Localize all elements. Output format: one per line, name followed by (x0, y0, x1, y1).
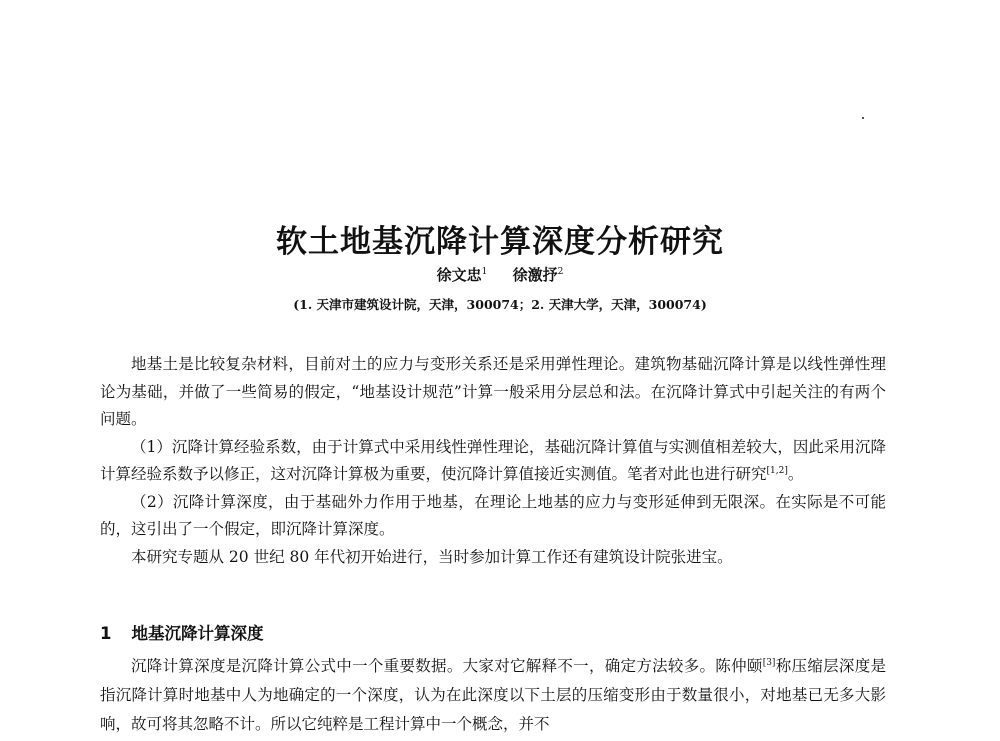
paragraph: 地基土是比较复杂材料，目前对土的应力与变形关系还是采用弹性理论。建筑物基础沉降计算是以线性弹性理论为基础，并做了一些简易的假定，“地基设计规范”计算一般采用分层总和法。在沉降计算式中引起关注的有两个问题。 (100, 355, 886, 428)
section-title: 地基沉降计算深度 (131, 624, 264, 643)
paragraph-text: 沉降计算深度是沉降计算公式中一个重要数据。大家对它解释不一，确定方法较多。陈仲颐 (131, 657, 763, 675)
paragraph-text: （1）沉降计算经验系数，由于计算式中采用线性弹性理论，基础沉降计算值与实测值相差较大，因此采用沉降计算经验系数予以修正，这对沉降计算极为重要，使沉降计算值接近实测值。笔者对此也进行研究 (100, 437, 886, 483)
affiliation: (1. 天津市建筑设计院，天津，300074；2. 天津大学，天津，300074) (293, 297, 707, 312)
paragraph (100, 434, 886, 489)
author-affiliation-mark: 1 (481, 267, 488, 277)
section-body (100, 652, 886, 739)
author (513, 266, 564, 284)
author (437, 266, 488, 284)
author-name: 徐文忠 (436, 266, 482, 284)
paragraph: 本研究专题从 20 世纪 80 年代初开始进行，当时参加计算工作还有建筑设计院张进宝。 (131, 547, 733, 566)
section-heading (100, 620, 263, 644)
author-line (0, 264, 1000, 285)
citation: [1,2] (766, 465, 788, 476)
section-number: 1 (100, 624, 112, 643)
citation: [3] (762, 657, 776, 668)
intro-section (100, 351, 886, 571)
author-affiliation-mark: 2 (557, 267, 564, 277)
scan-speck (862, 117, 864, 119)
paragraph-text: 称压缩层深度是指沉降计算时地基中人为地确定的一个深度，认为在此深度以下土层的压缩变形由于数量很小，对地基已无多大影响，故可将其忽略不计。所以它纯粹是工程计算中一个概念，并不 (100, 657, 886, 733)
author-name: 徐激抒 (512, 266, 558, 284)
paragraph: （2）沉降计算深度，由于基础外力作用于地基，在理论上地基的应力与变形延伸到无限深。在实际是不可能的，这引出了一个假定，即沉降计算深度。 (100, 492, 886, 538)
paper-title: 软土地基沉降计算深度分析研究 (276, 224, 724, 260)
paragraph-end: 。 (787, 465, 804, 483)
paragraph (100, 652, 886, 739)
